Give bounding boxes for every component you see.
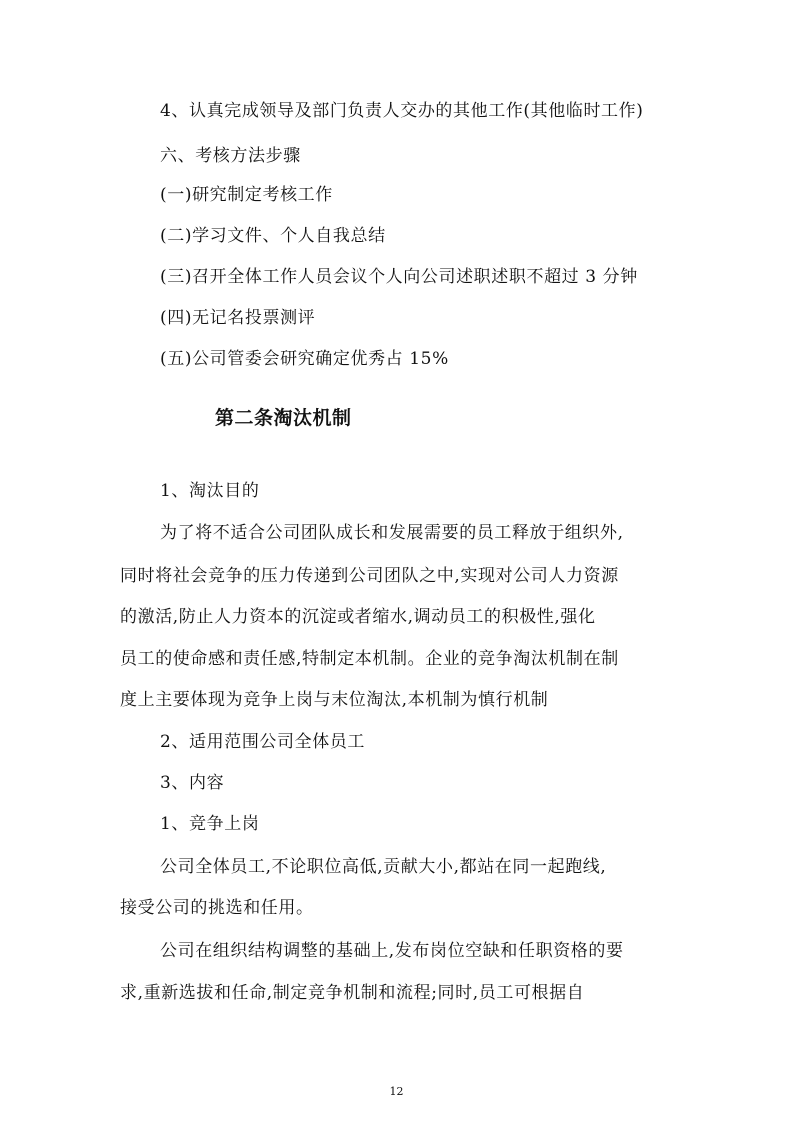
para2-line: 求,重新选拔和任命,制定竞争机制和流程;同时,员工可根据自 — [120, 983, 585, 1003]
para1-line: 接受公司的挑选和任用。 — [120, 898, 314, 918]
step-line: (三)召开全体工作人员会议个人向公司述职述职不超过 3 分钟 — [160, 267, 638, 287]
purpose-line: 员工的使命感和责任感,特制定本机制。企业的竞争淘汰机制在制 — [120, 649, 619, 669]
article2-heading: 第二条淘汰机制 — [215, 407, 352, 429]
step-line: (二)学习文件、个人自我总结 — [160, 226, 386, 246]
step-line: (四)无记名投票测评 — [160, 308, 316, 328]
para1-line: 公司全体员工,不论职位高低,贡献大小,都站在同一起跑线, — [160, 857, 607, 877]
page-number: 12 — [389, 1085, 404, 1098]
section6-title: 六、考核方法步骤 — [160, 146, 301, 166]
step-line: (一)研究制定考核工作 — [160, 185, 333, 205]
scope-line: 2、适用范围公司全体员工 — [160, 732, 366, 752]
purpose-line: 度上主要体现为竞争上岗与末位淘汰,本机制为慎行机制 — [120, 690, 549, 710]
competition-title: 1、竞争上岗 — [160, 814, 260, 834]
para2-line: 公司在组织结构调整的基础上,发布岗位空缺和任职资格的要 — [160, 941, 624, 961]
purpose-line: 为了将不适合公司团队成长和发展需要的员工释放于组织外, — [160, 523, 624, 543]
purpose-line: 同时将社会竞争的压力传递到公司团队之中,实现对公司人力资源 — [120, 566, 619, 586]
purpose-line: 的激活,防止人力资本的沉淀或者缩水,调动员工的积极性,强化 — [120, 607, 596, 627]
step-line: (五)公司管委会研究确定优秀占 15% — [160, 349, 449, 369]
purpose-title: 1、淘汰目的 — [160, 481, 260, 501]
section6-item4: 4、认真完成领导及部门负责人交办的其他工作(其他临时工作) — [160, 101, 644, 121]
content-title: 3、内容 — [160, 773, 225, 793]
